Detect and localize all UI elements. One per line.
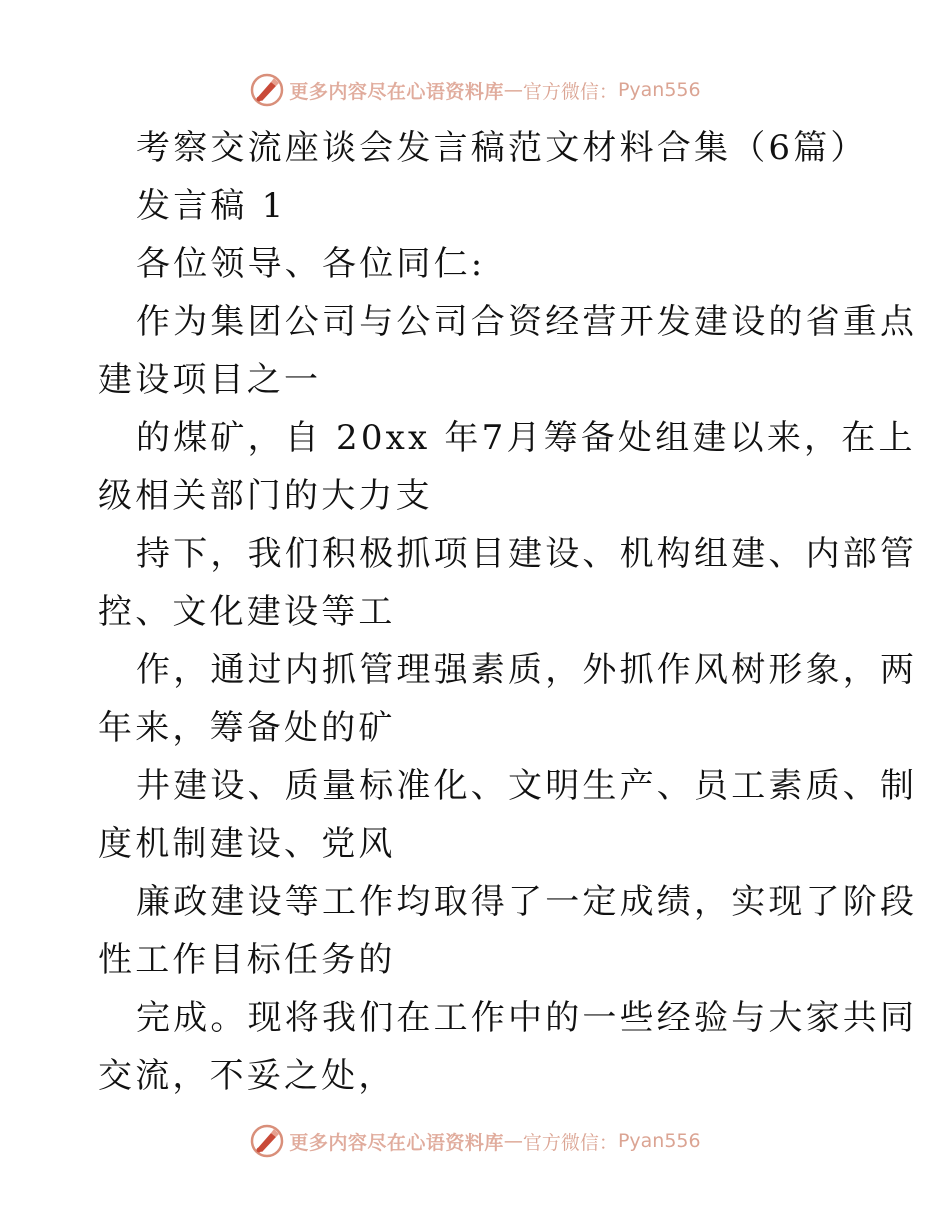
watermark-dash: — bbox=[503, 79, 523, 101]
watermark-label: 官方微信： bbox=[522, 1131, 618, 1154]
body-line: 级相关部门的大力支 bbox=[98, 476, 433, 516]
body-line: 性工作目标任务的 bbox=[98, 940, 396, 980]
watermark-label: 官方微信： bbox=[522, 80, 618, 103]
header-watermark bbox=[0, 70, 950, 110]
body-line: 作，通过内抓管理强素质，外抓作风树形象，两 bbox=[136, 650, 918, 690]
body-line: 井建设、质量标准化、文明生产、员工素质、制 bbox=[136, 766, 918, 806]
body-line: 作为集团公司与公司合资经营开发建设的省重点 bbox=[136, 302, 918, 342]
body-line: 度机制建设、党风 bbox=[98, 824, 396, 864]
section-heading: 发言稿 1 bbox=[136, 186, 287, 226]
body-line: 完成。现将我们在工作中的一些经验与大家共同 bbox=[136, 998, 918, 1038]
body-line: 建设项目之一 bbox=[98, 360, 322, 400]
body-line: 的煤矿，自 20xx 年7月筹备处组建以来，在上 bbox=[136, 418, 916, 458]
footer-watermark bbox=[0, 1121, 950, 1161]
salutation: 各位领导、各位同仁: bbox=[136, 244, 486, 284]
watermark-dash: — bbox=[503, 1130, 523, 1152]
body-line: 廉政建设等工作均取得了一定成绩，实现了阶段 bbox=[136, 882, 918, 922]
pen-nib-circle-icon bbox=[249, 72, 285, 108]
body-line: 交流，不妥之处， bbox=[98, 1056, 396, 1096]
watermark-brand: 更多内容尽在心语资料库 bbox=[289, 1131, 504, 1154]
watermark-brand: 更多内容尽在心语资料库 bbox=[289, 80, 504, 103]
pen-nib-circle-icon bbox=[249, 1123, 285, 1159]
body-line: 控、文化建设等工 bbox=[98, 592, 396, 632]
body-line: 年来，筹备处的矿 bbox=[98, 708, 396, 748]
document-title: 考察交流座谈会发言稿范文材料合集（6篇） bbox=[136, 128, 868, 168]
watermark-id: Pyan556 bbox=[617, 79, 701, 101]
body-line: 持下，我们积极抓项目建设、机构组建、内部管 bbox=[136, 534, 918, 574]
watermark-id: Pyan556 bbox=[617, 1130, 701, 1152]
